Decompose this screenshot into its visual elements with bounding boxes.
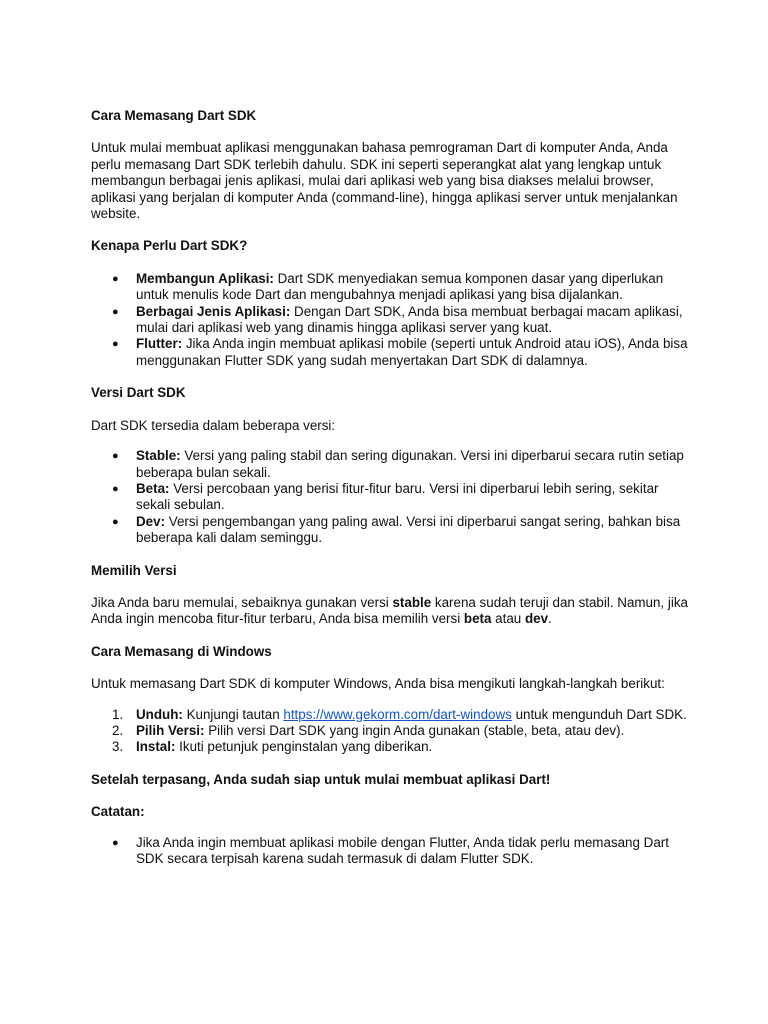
list-item bbox=[91, 514, 691, 547]
step-number: 3. bbox=[112, 739, 124, 755]
versions-intro: Dart SDK tersedia dalam beberapa versi: bbox=[91, 417, 336, 433]
list-item bbox=[91, 448, 691, 481]
note-heading: Catatan: bbox=[91, 804, 145, 820]
list-text: Dengan Dart SDK, Anda bisa membuat berbagai macam aplikasi, mulai dari aplikasi web yang dinamis hingga aplikasi server yang kuat. bbox=[136, 303, 683, 336]
bullet-icon: ● bbox=[112, 450, 119, 463]
why-list bbox=[91, 271, 691, 369]
list-term: Dev: bbox=[136, 513, 166, 529]
step-item: 2. Pilih Versi: Pilih versi Dart SDK yang ingin Anda gunakan (stable, beta, atau dev). bbox=[112, 722, 625, 738]
bullet-icon: ● bbox=[112, 305, 119, 318]
bullet-icon: ● bbox=[112, 272, 119, 285]
ready-statement: Setelah terpasang, Anda sudah siap untuk mulai membuat aplikasi Dart! bbox=[91, 771, 551, 787]
bullet-icon: ● bbox=[112, 515, 119, 528]
step-term: Unduh: bbox=[136, 706, 183, 722]
bullet-icon: ● bbox=[112, 482, 119, 495]
choose-heading: Memilih Versi bbox=[91, 562, 177, 578]
note-list bbox=[91, 835, 691, 868]
list-text: Dart SDK menyediakan semua komponen dasar yang diperlukan untuk menulis kode Dart dan mengubahnya menjadi aplikasi yang bisa dijalankan. bbox=[136, 270, 664, 303]
document-body bbox=[91, 108, 691, 867]
step-item: 3. Instal: Ikuti petunjuk penginstalan yang diberikan. bbox=[112, 739, 433, 755]
list-term: Berbagai Jenis Aplikasi: bbox=[136, 303, 291, 319]
list-text: Jika Anda ingin membuat aplikasi mobile (seperti untuk Android atau iOS), Anda bisa menggunakan Flutter SDK yang sudah menyertakan Dart SDK di dalamnya. bbox=[136, 336, 688, 368]
list-text: Versi yang paling stabil dan sering digunakan. Versi ini diperbarui secara rutin setiap beberapa bulan sekali. bbox=[136, 448, 684, 480]
list-term: Beta: bbox=[136, 480, 170, 496]
list-term: Membangun Aplikasi: bbox=[136, 270, 274, 286]
list-text: Versi percobaan yang berisi fitur-fitur baru. Versi ini diperbarui lebih sering, sekitar sekali sebulan. bbox=[136, 480, 659, 513]
step-term: Pilih Versi: bbox=[136, 722, 205, 738]
list-item bbox=[91, 835, 691, 868]
document-title: Cara Memasang Dart SDK bbox=[91, 108, 257, 123]
step-item: 1. Unduh: Kunjungi tautan https://www.gekorm.com/dart-windows untuk mengunduh Dart SDK. bbox=[112, 706, 687, 722]
list-item bbox=[91, 304, 691, 337]
bullet-icon: ● bbox=[112, 338, 119, 351]
step-number: 2. bbox=[112, 722, 124, 738]
list-item bbox=[91, 481, 691, 514]
download-link[interactable]: https://www.gekorm.com/dart-windows bbox=[283, 706, 512, 722]
list-text: Jika Anda ingin membuat aplikasi mobile dengan Flutter, Anda tidak perlu memasang Dart SDK secara terpisah karena sudah termasuk di dalam Flutter SDK. bbox=[136, 834, 669, 866]
list-item bbox=[91, 271, 691, 304]
list-term: Flutter: bbox=[136, 336, 183, 352]
bullet-icon: ● bbox=[112, 836, 119, 849]
windows-heading: Cara Memasang di Windows bbox=[91, 643, 272, 659]
versions-list bbox=[91, 448, 691, 546]
windows-intro: Untuk memasang Dart SDK di komputer Windows, Anda bisa mengikuti langkah-langkah berikut: bbox=[91, 676, 665, 692]
step-number: 1. bbox=[112, 706, 124, 722]
install-steps bbox=[91, 707, 691, 756]
versions-heading: Versi Dart SDK bbox=[91, 385, 186, 401]
list-text: Versi pengembangan yang paling awal. Versi ini diperbarui sangat sering, bahkan bisa beberapa kali dalam seminggu. bbox=[136, 513, 681, 546]
step-term: Instal: bbox=[136, 739, 176, 755]
intro-paragraph: Untuk mulai membuat aplikasi menggunakan bahasa pemrograman Dart di komputer Anda, Anda perlu memasang Dart SDK terlebih dahulu. SDK ini seperti seperangkat alat yang lengkap untuk membangun berbagai jenis aplikasi, mulai dari aplikasi web yang bisa diakses melalui browser, aplikasi yang berjalan di komputer Anda (command-line), hingga aplikasi server untuk menjalankan website. bbox=[91, 140, 678, 222]
list-term: Stable: bbox=[136, 448, 181, 464]
choose-paragraph: Jika Anda baru memulai, sebaiknya gunakan versi stable karena sudah teruji dan stabil. Namun, jika Anda ingin mencoba fitur-fitur terbaru, Anda bisa memilih versi beta atau dev. bbox=[91, 594, 688, 627]
why-heading: Kenapa Perlu Dart SDK? bbox=[91, 238, 248, 254]
list-item bbox=[91, 336, 691, 369]
